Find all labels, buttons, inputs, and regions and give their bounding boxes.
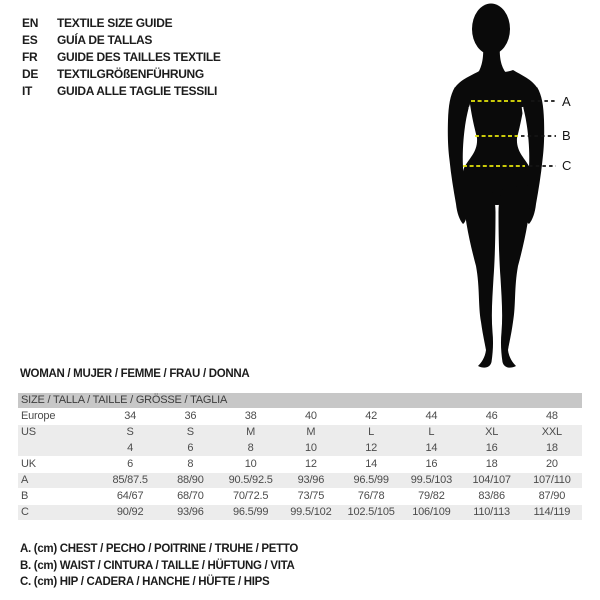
size-cell: 73/75 [297,490,325,503]
measurement-legend [20,543,298,593]
language-title: TEXTILE SIZE GUIDE [57,15,173,30]
size-cell: 40 [304,410,317,423]
size-table-row [18,505,582,521]
measure-label-hip: C [562,158,572,173]
size-table-row [18,425,582,441]
size-cell: L [341,425,401,441]
size-cell: 64/67 [116,490,144,503]
size-cell: 12 [304,458,317,471]
language-title: GUIDE DES TAILLES TEXTILE [57,49,221,64]
size-cell: 93/96 [281,473,341,489]
language-code: IT [22,83,33,98]
language-row-it [22,82,221,99]
size-cell: 107/110 [522,473,582,489]
language-row-es [22,31,221,48]
size-row-label: C [18,505,100,521]
size-cell: 8 [221,441,281,457]
size-cell: 42 [365,410,378,423]
size-cell: 44 [425,410,438,423]
legend-chest: A. (cm) CHEST / PECHO / POITRINE / TRUHE / PETTO [20,543,299,555]
size-cell: S [160,425,220,441]
size-row-label: Europe [21,410,56,423]
section-title-woman: WOMAN / MUJER / FEMME / FRAU / DONNA [20,368,250,380]
size-cell: 76/78 [357,490,385,503]
language-code: DE [22,66,39,81]
size-cell: 110/113 [462,505,522,521]
size-cell: 38 [244,410,257,423]
size-cell: 34 [124,410,137,423]
size-cell: 102.5/105 [341,505,401,521]
size-cell: 10 [244,458,257,471]
size-table [18,393,582,521]
language-code: EN [22,15,39,30]
measure-label-chest: A [562,94,571,109]
size-row-label: B [21,490,29,503]
size-table-row [18,457,582,473]
size-cell: 85/87.5 [100,473,160,489]
size-cell: 36 [184,410,197,423]
size-cell: 83/86 [478,490,505,503]
size-cell: S [100,425,160,441]
size-table-body [18,409,582,521]
size-cell: 4 [100,441,160,457]
size-cell: 20 [545,458,558,471]
size-cell: 12 [341,441,401,457]
size-cell: 96.5/99 [221,505,281,521]
size-cell: L [401,425,461,441]
size-row-label: A [18,473,100,489]
legend-hip: C. (cm) HIP / CADERA / HANCHE / HÜFTE / HIPS [20,576,270,588]
size-cell: 90/92 [100,505,160,521]
language-row-fr [22,48,221,65]
size-cell: 114/119 [522,505,582,521]
size-cell: 6 [127,458,134,471]
size-row-label [18,441,100,457]
size-table-row [18,409,582,425]
size-cell: 14 [401,441,461,457]
size-cell: 16 [462,441,522,457]
size-cell: 46 [485,410,498,423]
legend-waist: B. (cm) WAIST / CINTURA / TAILLE / HÜFTUNG / VITA [20,559,295,572]
language-title-list [22,14,221,99]
size-table-header-row [18,393,582,409]
language-title: GUÍA DE TALLAS [57,32,153,47]
size-cell: 18 [485,458,498,471]
size-cell: 70/72.5 [232,490,269,503]
woman-silhouette-figure [435,0,565,380]
size-table-row [18,489,582,505]
size-cell: 104/107 [462,473,522,489]
size-row-label: UK [21,458,36,471]
size-cell: XXL [522,425,582,441]
language-code: FR [22,49,38,64]
size-table-row [18,473,582,489]
size-cell: 8 [187,458,194,471]
language-row-de [22,65,221,82]
size-cell: 93/96 [160,505,220,521]
size-cell: 16 [425,458,438,471]
measure-label-waist: B [562,128,571,143]
size-cell: 14 [365,458,378,471]
language-title: TEXTILGRÖßENFÜHRUNG [57,66,204,81]
size-cell: 96.5/99 [341,473,401,489]
language-title: GUIDA ALLE TAGLIE TESSILI [57,83,218,98]
size-cell: 10 [281,441,341,457]
size-cell: M [281,425,341,441]
language-code: ES [22,32,38,47]
size-cell: 106/109 [401,505,461,521]
size-cell: 99.5/102 [281,505,341,521]
size-cell: 79/82 [418,490,445,503]
size-table-row [18,441,582,457]
woman-silhouette-icon [435,0,565,380]
size-table-header: SIZE / TALLA / TAILLE / GRÖSSE / TAGLIA [18,393,582,409]
size-cell: 88/90 [160,473,220,489]
size-cell: 68/70 [177,490,204,503]
language-row-en [22,14,221,31]
size-cell: 90.5/92.5 [221,473,281,489]
size-cell: 18 [522,441,582,457]
size-cell: 6 [160,441,220,457]
size-cell: 87/90 [538,490,566,503]
size-cell: 48 [545,410,558,423]
size-row-label: US [18,425,100,441]
size-cell: XL [462,425,522,441]
size-cell: 99.5/103 [401,473,461,489]
size-cell: M [221,425,281,441]
